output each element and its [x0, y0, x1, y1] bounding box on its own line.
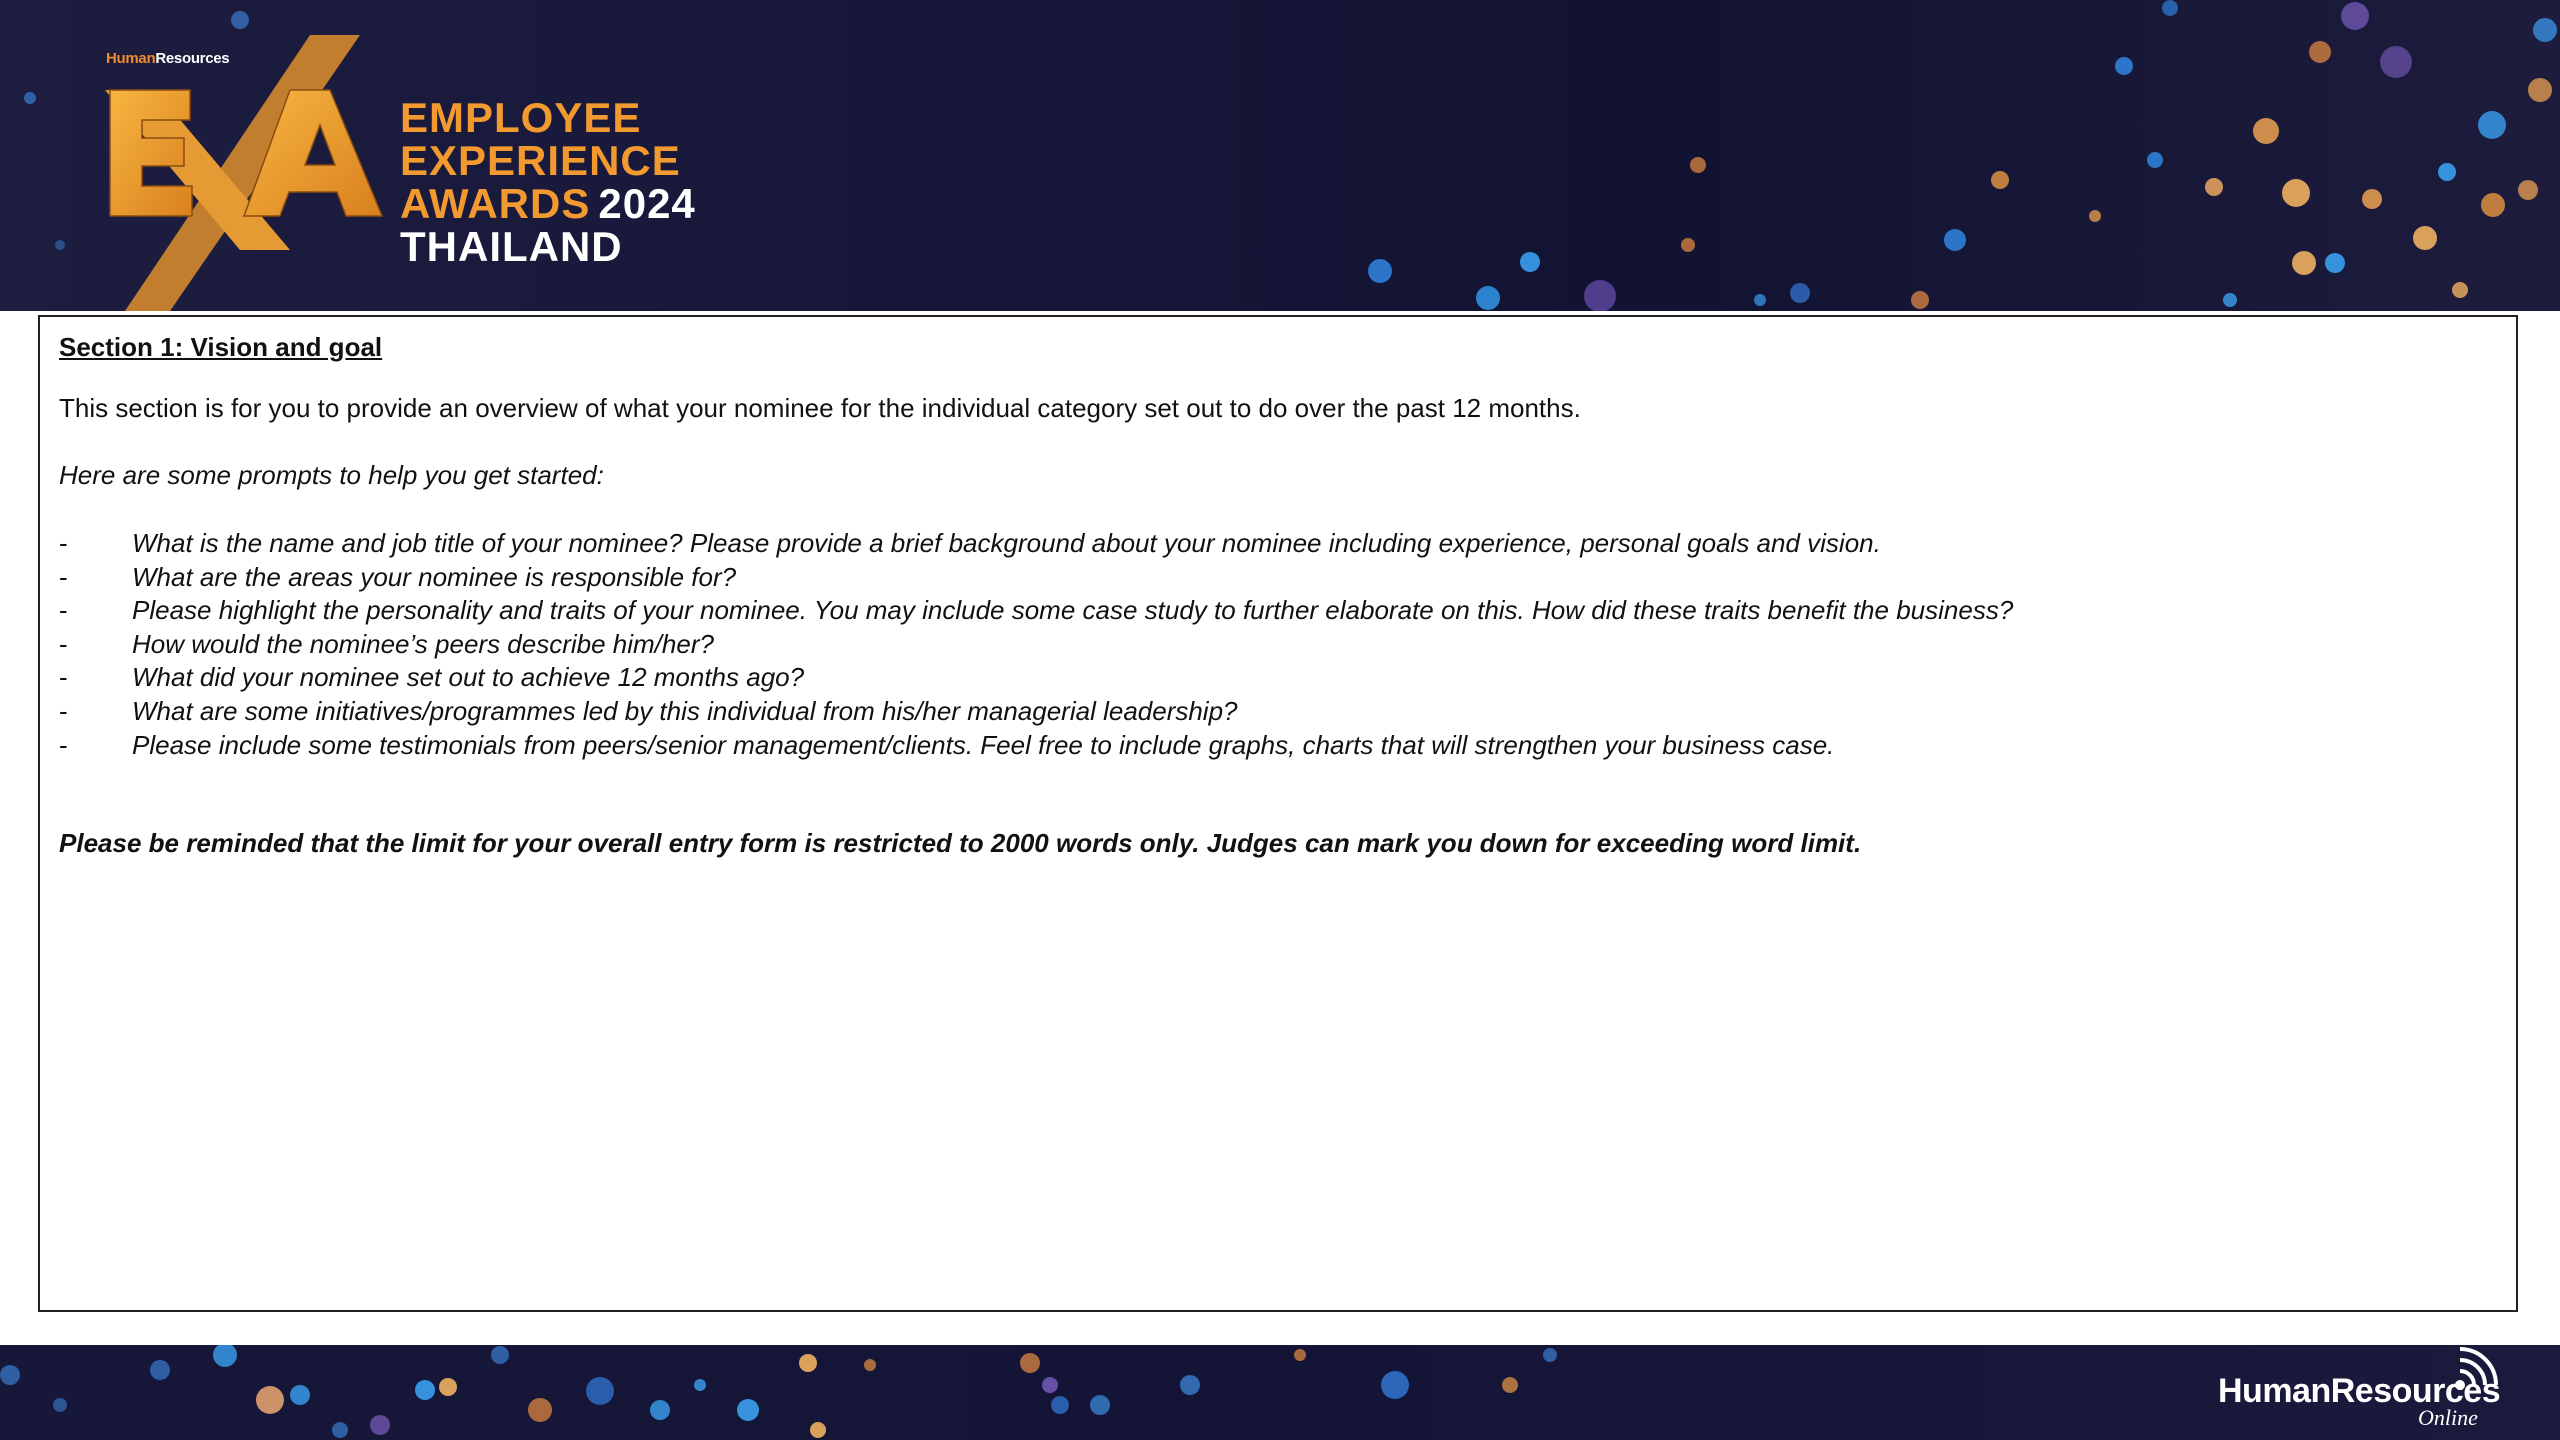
award-title-line-2: EXPERIENCE — [400, 137, 681, 184]
humanresources-logo-footer: HumanResources — [2218, 1372, 2501, 1410]
section-intro: This section is for you to provide an overview of what your nominee for the individual category set out to do over the past 12 months. — [59, 393, 1581, 423]
bullet-dash: - — [59, 561, 68, 592]
content-box — [38, 315, 2518, 1312]
award-title-line-3 — [400, 180, 696, 227]
prompt-item — [59, 561, 2013, 595]
prompt-item — [59, 628, 2013, 662]
award-title-line-1: EMPLOYEE — [400, 94, 642, 141]
word-limit-reminder: Please be reminded that the limit for your overall entry form is restricted to 2000 words only. Judges can mark you down for exceeding word limit. — [59, 828, 1862, 858]
bullet-dash: - — [59, 695, 68, 726]
prompt-text: Please highlight the personality and traits of your nominee. You may include some case study to further elaborate on this. How did these traits benefit the business? — [132, 595, 2014, 626]
prompt-item — [59, 594, 2013, 628]
bullet-dash: - — [59, 628, 68, 659]
prompt-text: Please include some testimonials from peers/senior management/clients. Feel free to include graphs, charts that will strengthen your business case. — [132, 729, 1835, 760]
footer-banner — [0, 1345, 2560, 1440]
header-banner — [0, 0, 2560, 311]
bullet-dash: - — [59, 528, 68, 558]
exa-logo-mark — [100, 30, 390, 311]
humanresources-logo-sub: Online — [2418, 1405, 2478, 1430]
prompt-text: What are some initiatives/programmes led by this individual from his/her managerial leadership? — [132, 695, 1238, 726]
prompt-text: What did your nominee set out to achieve 12 months ago? — [132, 662, 805, 693]
bokeh-decoration — [0, 1345, 2560, 1440]
humanresources-logo-small: HumanResources — [106, 50, 230, 67]
award-year: 2024 — [598, 180, 696, 227]
prompt-item — [59, 661, 2013, 695]
prompt-text: What are the areas your nominee is responsible for? — [132, 561, 737, 592]
award-country: THAILAND — [400, 223, 623, 270]
bullet-dash: - — [59, 662, 68, 693]
prompt-text: How would the nominee’s peers describe him/her? — [132, 628, 714, 659]
prompt-item — [59, 695, 2013, 729]
prompt-text: What is the name and job title of your nominee? Please provide a brief background about your nominee including experience, personal goals and vision. — [132, 528, 1881, 558]
prompt-item — [59, 527, 2013, 561]
bullet-dash: - — [59, 729, 68, 760]
section-title: Section 1: Vision and goal — [59, 332, 383, 362]
prompts-lead: Here are some prompts to help you get started: — [59, 460, 604, 490]
prompt-item — [59, 729, 2013, 763]
bullet-dash: - — [59, 595, 68, 626]
prompt-list — [59, 527, 2013, 762]
award-title-awards: AWARDS — [400, 180, 591, 227]
